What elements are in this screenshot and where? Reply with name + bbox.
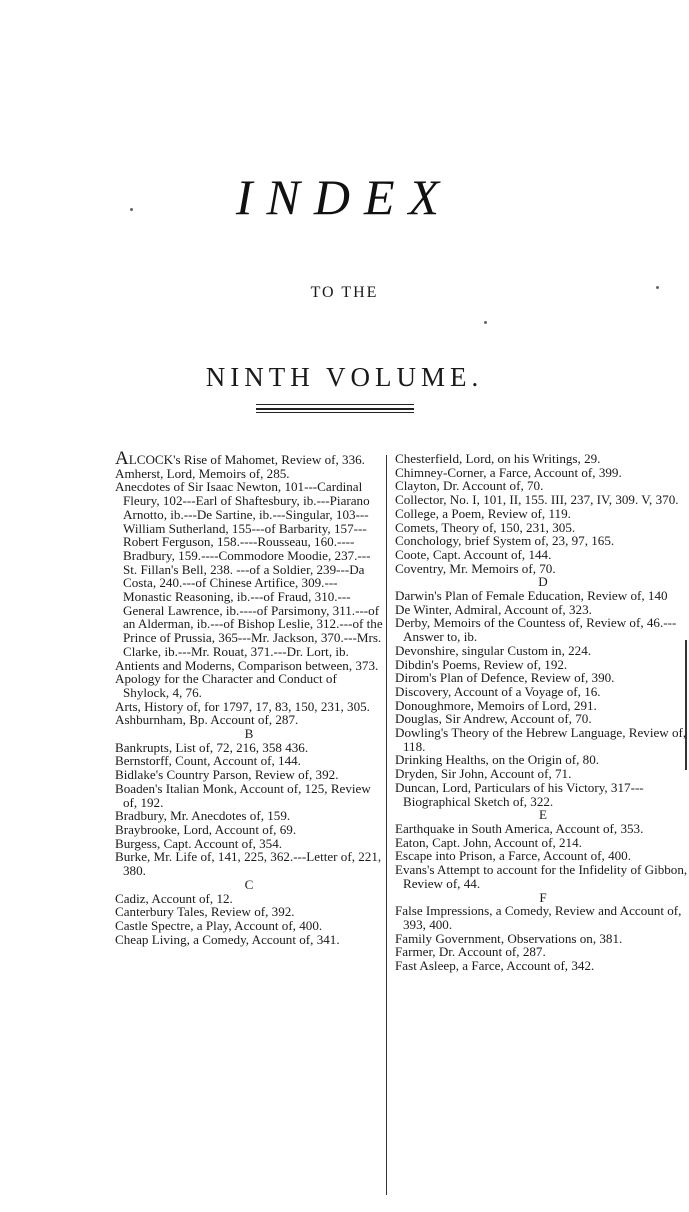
section-letter: D bbox=[538, 574, 548, 590]
index-entry: Bidlake's Country Parson, Review of, 392. bbox=[115, 767, 339, 783]
ornamental-rule-middle bbox=[256, 408, 414, 410]
index-entry: Antients and Moderns, Comparison between, 373. bbox=[115, 657, 379, 673]
index-entry: Dibdin's Poems, Review of, 192. bbox=[395, 656, 568, 672]
index-entry: Devonshire, singular Custom in, 224. bbox=[395, 642, 592, 658]
section-letter: F bbox=[539, 889, 547, 905]
volume-title: NINTH VOLUME. bbox=[205, 362, 484, 392]
index-entry: Arts, History of, for 1797, 17, 83, 150, 231, 305. bbox=[115, 698, 370, 714]
index-entry: Anecdotes of Sir Isaac Newton, 101---Cardinal Fleury, 102---Earl of Shaftesbury, ib.---Piarano Arnotto, ib.---De Sartine, ib.---Singular, 103---William Sutherland, 155---of Barbarity, 157---Robert Ferguson, 158.----Rousseau, 160.----Bradbury, 159.----Commodore Moodie, 237.---St. Fillan's Bell, 238. ---of a Soldier, 239---Da Costa, 240.---of Chinese Artifice, 309.---Monastic Reasoning, ib.---of Fraud, 310.---General Lawrence, ib.----of Parsimony, 311.---of an Alderman, ib.---of Bishop Leslie, 312.---of the Prince of Prussia, 365---Mr. Jackson, 370.---Mrs. Clarke, ib.---Mr. Rouat, 371.---Dr. Lort, ib. bbox=[115, 479, 383, 659]
index-entry: Burke, Mr. Life of, 141, 225, 362.---Letter of, 221, 380. bbox=[115, 849, 382, 879]
index-entry: Cadiz, Account of, 12. bbox=[115, 890, 233, 906]
index-column-left bbox=[115, 448, 383, 947]
index-entry: Donoughmore, Memoirs of Lord, 291. bbox=[395, 697, 597, 713]
index-entry: De Winter, Admiral, Account of, 323. bbox=[395, 601, 592, 617]
index-entry: Castle Spectre, a Play, Account of, 400. bbox=[115, 917, 323, 933]
index-entry: Duncan, Lord, Particulars of his Victory, 317---Biographical Sketch of, 322. bbox=[395, 779, 644, 809]
index-entry: ALCOCK's Rise of Mahomet, Review of, 336. bbox=[115, 448, 365, 469]
index-entry: Earthquake in South America, Account of, 353. bbox=[395, 820, 644, 836]
index-entry: Collector, No. I, 101, II, 155. III, 237, IV, 309. V, 370. bbox=[395, 492, 679, 508]
index-entry: Escape into Prison, a Farce, Account of, 400. bbox=[395, 848, 631, 864]
index-entry: College, a Poem, Review of, 119. bbox=[395, 505, 571, 521]
index-entry: Bankrupts, List of, 72, 216, 358 436. bbox=[115, 739, 309, 755]
index-entry: Comets, Theory of, 150, 231, 305. bbox=[395, 519, 576, 535]
index-entry: Bernstorff, Count, Account of, 144. bbox=[115, 753, 301, 769]
index-entry: Evans's Attempt to account for the Infidelity of Gibbon, Review of, 44. bbox=[395, 862, 688, 891]
index-entry: Braybrooke, Lord, Account of, 69. bbox=[115, 821, 297, 837]
index-entry: Coote, Capt. Account of, 144. bbox=[395, 546, 552, 562]
index-entry: Apology for the Character and Conduct of Shylock, 4, 76. bbox=[115, 671, 337, 700]
index-entry: Coventry, Mr. Memoirs of, 70. bbox=[395, 560, 556, 576]
column-divider bbox=[386, 455, 387, 1195]
index-entry: Conchology, brief System of, 23, 97, 165. bbox=[395, 533, 615, 549]
index-entry: Ashburnham, Bp. Account of, 287. bbox=[115, 712, 299, 728]
paper-speck bbox=[656, 286, 659, 289]
index-entry: Burgess, Capt. Account of, 354. bbox=[115, 835, 283, 851]
index-entry: Clayton, Dr. Account of, 70. bbox=[395, 478, 544, 494]
ornamental-rule-top bbox=[256, 404, 414, 405]
index-entry: Eaton, Capt. John, Account of, 214. bbox=[395, 834, 582, 850]
paper-speck bbox=[130, 208, 133, 211]
index-entry: Dirom's Plan of Defence, Review of, 390. bbox=[395, 670, 615, 686]
paper-speck bbox=[484, 321, 487, 324]
index-entry: Drinking Healths, on the Origin of, 80. bbox=[395, 752, 600, 768]
index-entry: Douglas, Sir Andrew, Account of, 70. bbox=[395, 711, 592, 727]
index-entry: Discovery, Account of a Voyage of, 16. bbox=[395, 683, 601, 699]
page-edge-mark bbox=[685, 640, 687, 770]
index-entry: Dryden, Sir John, Account of, 71. bbox=[395, 766, 572, 782]
ornamental-rule-bottom bbox=[256, 412, 414, 413]
index-entry: Canterbury Tales, Review of, 392. bbox=[115, 904, 295, 920]
index-entry: Chimney-Corner, a Farce, Account of, 399. bbox=[395, 464, 622, 480]
index-entry: False Impressions, a Comedy, Review and Account of, 393, 400. bbox=[395, 903, 682, 932]
index-entry: Boaden's Italian Monk, Account of, 125, Review of, 192. bbox=[115, 780, 371, 810]
index-entry: Fast Asleep, a Farce, Account of, 342. bbox=[395, 958, 595, 974]
section-letter: E bbox=[539, 807, 547, 823]
index-entry: Dowling's Theory of the Hebrew Language, Review of, 118. bbox=[395, 725, 687, 754]
index-column-right bbox=[395, 452, 689, 973]
index-title: INDEX bbox=[235, 169, 454, 225]
index-entry: Farmer, Dr. Account of, 287. bbox=[395, 944, 546, 960]
index-entry: Bradbury, Mr. Anecdotes of, 159. bbox=[115, 808, 291, 824]
index-entry: Darwin's Plan of Female Education, Review of, 140 bbox=[395, 588, 668, 604]
index-entry: Family Government, Observations on, 381. bbox=[395, 930, 623, 946]
index-entry: Chesterfield, Lord, on his Writings, 29. bbox=[395, 451, 601, 466]
index-entry: Cheap Living, a Comedy, Account of, 341. bbox=[115, 931, 340, 947]
index-entry: Derby, Memoirs of the Countess of, Review of, 46.---Answer to, ib. bbox=[395, 615, 677, 645]
section-letter: C bbox=[244, 876, 254, 892]
section-letter: B bbox=[244, 726, 254, 742]
index-entry: Amherst, Lord, Memoirs of, 285. bbox=[115, 465, 290, 481]
to-the-line: TO THE bbox=[310, 284, 379, 301]
